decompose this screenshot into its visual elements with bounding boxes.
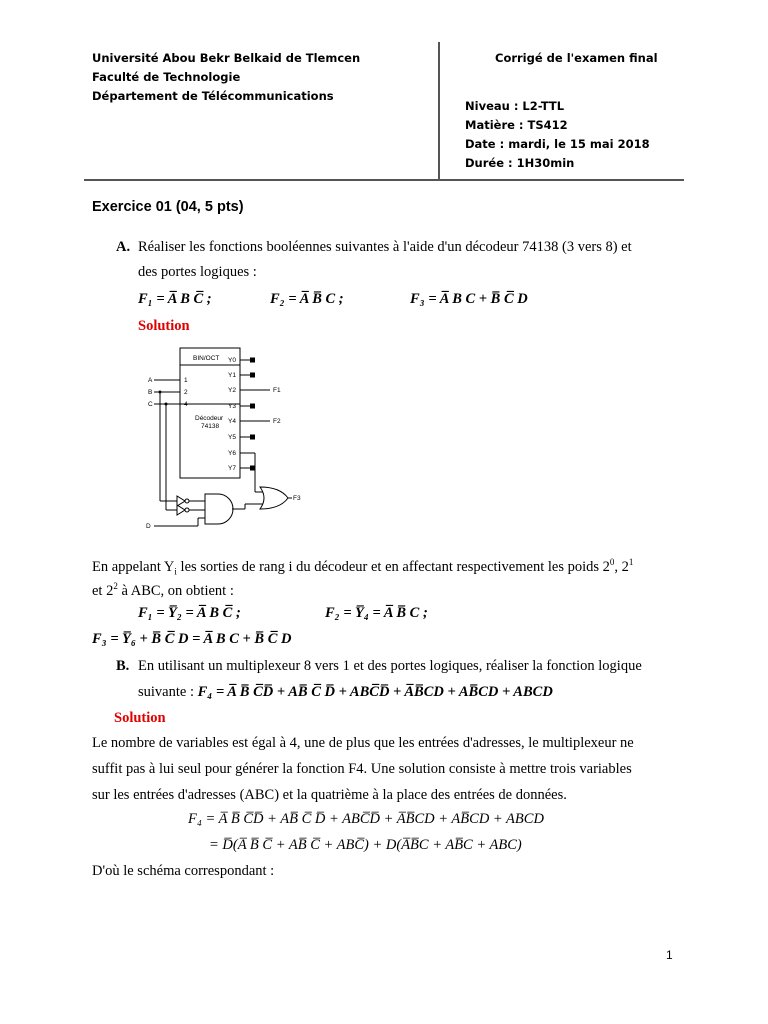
input-a-label: A — [148, 377, 153, 384]
equation-f1: F₁ = A̅ B C̅ ; — [138, 291, 212, 307]
or-gate — [260, 487, 288, 509]
solution-b-label: Solution — [114, 710, 166, 726]
input-c-label: C — [148, 401, 153, 408]
output-f1-label: F1 — [273, 387, 281, 394]
header-left — [92, 49, 360, 106]
text-segment: à ABC, on obtient : — [117, 582, 234, 599]
part-a-text-1: Réaliser les fonctions booléennes suivantes à l'aide d'un décodeur 74138 (3 vers 8) et — [138, 239, 632, 255]
duration: Durée : 1H30min — [465, 156, 575, 170]
part-b-paragraph-3: sur les entrées d'adresses (ABC) et la quatrième à la place des entrées de données. — [92, 787, 567, 803]
subscript-i: i — [174, 566, 177, 577]
and-gate — [205, 494, 233, 524]
inverter-bubble-b — [185, 499, 189, 503]
equation-f3: F₃ = A̅ B C + B̅ C̅ D — [410, 291, 528, 307]
input-b-label: B — [148, 389, 153, 396]
input-weight-2: 2 — [184, 389, 188, 396]
department-name: Département de Télécommunications — [92, 89, 334, 103]
equation-f2: F₂ = A̅ B̅ C ; — [270, 291, 344, 307]
part-a-label: A. — [116, 239, 131, 255]
superscript: 2 — [113, 581, 118, 591]
output-stub-y5 — [250, 435, 255, 440]
text-segment: , 2 — [614, 558, 629, 575]
part-b-paragraph-2: suffit pas à lui seul pour générer la fonction F4. Une solution consiste à mettre trois variables — [92, 761, 632, 777]
decoder-name-2: 74138 — [201, 423, 220, 430]
output-stub-y1 — [250, 373, 255, 378]
header-divider-vertical — [438, 42, 440, 180]
output-y4-label: Y4 — [228, 418, 236, 425]
part-b-label: B. — [116, 658, 130, 674]
explanation-line-2 — [92, 575, 234, 602]
solution-a-label: Solution — [138, 318, 190, 334]
output-y2-label: Y2 — [228, 387, 236, 394]
output-y7-label: Y7 — [228, 465, 236, 472]
text-segment: En appelant Y — [92, 558, 175, 575]
result-equation-f3: F₃ = Y̅₆ + B̅ C̅ D = A̅ B C + B̅ C̅ D — [92, 631, 292, 647]
decoder-title: BIN/OCT — [193, 355, 220, 362]
f4-expansion-2: = D̅(A̅ B̅ C̅ + AB̅ C̅ + ABC̅) + D(A̅B̅C + AB̅C + ABC) — [209, 837, 522, 853]
part-a-text-2: des portes logiques : — [138, 264, 257, 280]
exercise-title: Exercice 01 (04, 5 pts) — [92, 199, 244, 215]
output-f2-label: F2 — [273, 418, 281, 425]
superscript: 1 — [628, 557, 634, 567]
inverter-bubble-c — [185, 508, 189, 512]
part-b-conclusion: D'où le schéma correspondant : — [92, 863, 275, 879]
result-equation-f1: F₁ = Y̅₂ = A̅ B C̅ ; — [138, 605, 241, 621]
output-y5-label: Y5 — [228, 434, 236, 441]
output-stub-y0 — [250, 358, 255, 363]
decoder-circuit-diagram — [140, 344, 320, 534]
equation-f4: F₄ = A̅ B̅ C̅D̅ + AB̅ C̅ D̅ + ABC̅D̅ + A̅B̅CD + AB̅CD + ABCD — [197, 684, 553, 700]
part-b-text-1: En utilisant un multiplexeur 8 vers 1 et des portes logiques, réaliser la fonction logique — [138, 658, 642, 674]
header-divider-horizontal — [84, 179, 684, 181]
output-y3-label: Y3 — [228, 403, 236, 410]
input-weight-4: 4 — [184, 401, 188, 408]
output-y6-label: Y6 — [228, 450, 236, 457]
f4-expansion-1: F₄ = A̅ B̅ C̅D̅ + AB̅ C̅ D̅ + ABC̅D̅ + A̅B̅CD + AB̅CD + ABCD — [188, 811, 544, 827]
exam-date: Date : mardi, le 15 mai 2018 — [465, 137, 650, 151]
page-number: 1 — [666, 948, 673, 962]
output-stub-y7 — [250, 466, 255, 471]
text-segment: suivante : — [138, 684, 194, 700]
part-b-text-2 — [138, 681, 553, 703]
faculty-name: Faculté de Technologie — [92, 70, 241, 84]
decoder-block — [180, 348, 240, 478]
output-y1-label: Y1 — [228, 372, 236, 379]
university-name: Université Abou Bekr Belkaid de Tlemcen — [92, 51, 361, 65]
output-y0-label: Y0 — [228, 357, 236, 364]
document-title: Corrigé de l'examen final — [495, 51, 658, 65]
header-right — [465, 97, 650, 173]
superscript: 0 — [609, 557, 615, 567]
part-b-paragraph-1: Le nombre de variables est égal à 4, une de plus que les entrées d'adresses, le multiplexeur ne — [92, 735, 634, 751]
input-d-label: D — [146, 523, 151, 530]
text-segment: et 2 — [92, 582, 114, 599]
output-stub-y3 — [250, 404, 255, 409]
decoder-name-1: Décodeur — [195, 415, 224, 422]
result-equation-f2: F₂ = Y̅₄ = A̅ B̅ C ; — [325, 605, 428, 621]
input-weight-1: 1 — [184, 377, 188, 384]
text-segment: les sorties de rang i du décodeur et en affectant respectivement les poids 2 — [176, 558, 610, 575]
output-f3-label: F3 — [293, 495, 301, 502]
subject: Matière : TS412 — [465, 118, 568, 132]
level: Niveau : L2-TTL — [465, 99, 565, 113]
